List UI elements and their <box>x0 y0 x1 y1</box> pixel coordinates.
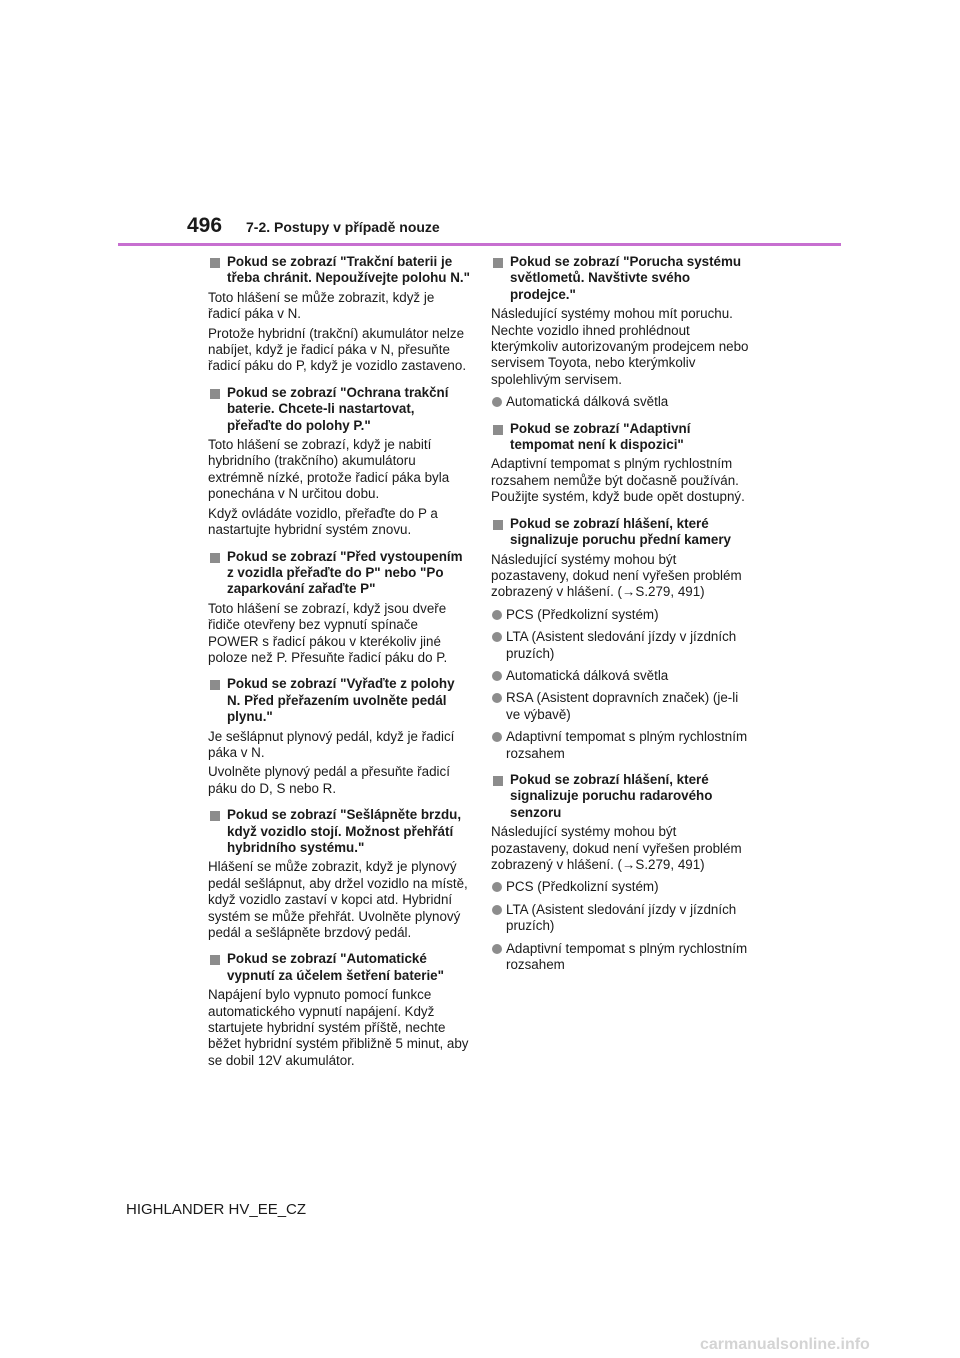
section-heading <box>208 807 470 856</box>
paragraph: Adaptivní tempomat s plným rychlostním rozsahem nemůže být dočasně používán. Použijte systém, když bude opět dostupný. <box>491 456 745 505</box>
bullet-text: RSA (Asistent dopravních značek) (je-li ve výbavě) <box>506 690 739 722</box>
circle-bullet-icon <box>492 397 502 407</box>
section-heading-text: Pokud se zobrazí "Porucha systému světlometů. Navštivte svého prodejce." <box>510 254 742 302</box>
bullet-item <box>491 668 753 684</box>
left-column <box>208 254 470 1069</box>
paragraph: Toto hlášení se může zobrazit, když je řadicí páka v N. <box>208 289 435 322</box>
square-bullet-icon <box>210 553 220 563</box>
bullet-item <box>491 629 753 662</box>
chapter-title: 7-2. Postupy v případě nouze <box>246 219 440 235</box>
section-heading-text: Pokud se zobrazí "Ochrana trakční baterie. Chcete-li nastartovat, přeřaďte do polohy P." <box>227 384 449 433</box>
bullet-item <box>491 607 753 623</box>
square-bullet-icon <box>493 776 503 786</box>
section-heading <box>208 254 470 287</box>
circle-bullet-icon <box>492 944 502 954</box>
section-heading <box>491 772 753 821</box>
square-bullet-icon <box>493 520 503 530</box>
bullet-text: Automatická dálková světla <box>506 667 669 683</box>
page-number: 496 <box>187 214 223 237</box>
circle-bullet-icon <box>492 882 502 892</box>
circle-bullet-icon <box>492 905 502 915</box>
watermark: carmanualsonline.info <box>700 1336 870 1353</box>
section-heading-text: Pokud se zobrazí "Automatické vypnutí za účelem šetření baterie" <box>227 951 444 983</box>
square-bullet-icon <box>210 955 220 965</box>
square-bullet-icon <box>210 811 220 821</box>
circle-bullet-icon <box>492 632 502 642</box>
bullet-text: Adaptivní tempomat s plným rychlostním rozsahem <box>506 940 748 973</box>
square-bullet-icon <box>493 258 503 268</box>
bullet-item <box>491 902 753 935</box>
section-heading-text: Pokud se zobrazí "Před vystoupením z vozidla přeřaďte do P" nebo "Po zaparkování zařaďte P" <box>227 548 463 597</box>
page-header <box>0 0 960 250</box>
section-heading <box>208 549 470 598</box>
bullet-item <box>491 394 753 410</box>
section-heading-text: Pokud se zobrazí "Adaptivní tempomat není k dispozici" <box>510 420 691 453</box>
paragraph: Následující systémy mohou být pozastaveny, dokud není vyřešen problém zobrazený v hlášení. (→S.279, 491) <box>491 824 742 872</box>
bullet-text: PCS (Předkolizní systém) <box>506 606 659 622</box>
bullet-item <box>491 941 753 974</box>
section-heading <box>208 385 470 434</box>
section-heading <box>491 421 753 454</box>
section-heading <box>491 254 753 303</box>
circle-bullet-icon <box>492 610 502 620</box>
section-heading <box>208 951 470 984</box>
bullet-text: LTA (Asistent sledování jízdy v jízdních pruzích) <box>506 629 737 661</box>
section-heading-text: Pokud se zobrazí "Sešlápněte brzdu, když vozidlo stojí. Možnost přehřátí hybridního systému." <box>227 807 462 855</box>
section-heading-text: Pokud se zobrazí hlášení, které signalizuje poruchu radarového senzoru <box>510 771 713 820</box>
square-bullet-icon <box>210 258 220 268</box>
paragraph: Toto hlášení se zobrazí, když jsou dveře řidiče otevřeny bez vypnutí spínače POWER s řadicí pákou v kterékoliv jiné poloze než P. Přesuňte řadicí páku do P. <box>208 600 448 665</box>
paragraph: Je sešlápnut plynový pedál, když je řadicí páka v N. <box>208 728 455 760</box>
paragraph: Protože hybridní (trakční) akumulátor nelze nabíjet, když je řadicí páka v N, přesuňte řadicí páku do P, když je vozidlo zastaveno. <box>208 325 467 374</box>
bullet-text: PCS (Předkolizní systém) <box>506 879 659 895</box>
bullet-item <box>491 729 753 762</box>
section-heading-text: Pokud se zobrazí "Trakční baterii je třeba chránit. Nepoužívejte polohu N." <box>227 254 470 286</box>
paragraph: Toto hlášení se zobrazí, když je nabití hybridního (trakčního) akumulátoru extrémně nízké, protože řadicí páka byla ponechána v N určitou dobu. <box>208 437 450 502</box>
square-bullet-icon <box>210 680 220 690</box>
circle-bullet-icon <box>492 693 502 703</box>
section-heading-text: Pokud se zobrazí "Vyřaďte z polohy N. Před přeřazením uvolněte pedál plynu." <box>227 676 455 725</box>
section-heading <box>491 516 753 549</box>
paragraph: Následující systémy mohou mít poruchu. Nechte vozidlo ihned prohlédnout kterýmkoliv autorizovaným prodejcem nebo servisem Toyota, nebo kterýmkoliv spolehlivým servisem. <box>491 306 749 387</box>
bullet-text: Automatická dálková světla <box>506 394 669 410</box>
bullet-text: LTA (Asistent sledování jízdy v jízdních pruzích) <box>506 901 737 934</box>
bullet-item <box>491 690 753 723</box>
paragraph: Když ovládáte vozidlo, přeřaďte do P a nastartujte hybridní systém znovu. <box>208 505 438 538</box>
section-heading-text: Pokud se zobrazí hlášení, které signalizuje poruchu přední kamery <box>510 515 731 548</box>
circle-bullet-icon <box>492 671 502 681</box>
section-heading <box>208 676 470 725</box>
header-rule <box>118 243 841 246</box>
bullet-item <box>491 879 753 895</box>
circle-bullet-icon <box>492 732 502 742</box>
paragraph: Následující systémy mohou být pozastaveny, dokud není vyřešen problém zobrazený v hlášení. (→S.279, 491) <box>491 551 742 600</box>
footer-model: HIGHLANDER HV_EE_CZ <box>126 1201 307 1218</box>
square-bullet-icon <box>210 389 220 399</box>
paragraph: Hlášení se může zobrazit, když je plynový pedál sešlápnut, aby držel vozidlo na místě, když vozidlo zastaví v kopci atd. Hybridní systém se může přehřát. Uvolněte plynový pedál a sešlápněte brzdový pedál. <box>208 859 468 941</box>
square-bullet-icon <box>493 425 503 435</box>
right-column <box>491 254 753 973</box>
paragraph: Napájení bylo vypnuto pomocí funkce automatického vypnutí napájení. Když startujete hybridní systém příště, nechte běžet hybridní systém přibližně 5 minut, aby se dobil 12V akumulátor. <box>208 987 469 1068</box>
bullet-text: Adaptivní tempomat s plným rychlostním rozsahem <box>506 729 748 761</box>
paragraph: Uvolněte plynový pedál a přesuňte řadicí páku do D, S nebo R. <box>208 764 450 796</box>
